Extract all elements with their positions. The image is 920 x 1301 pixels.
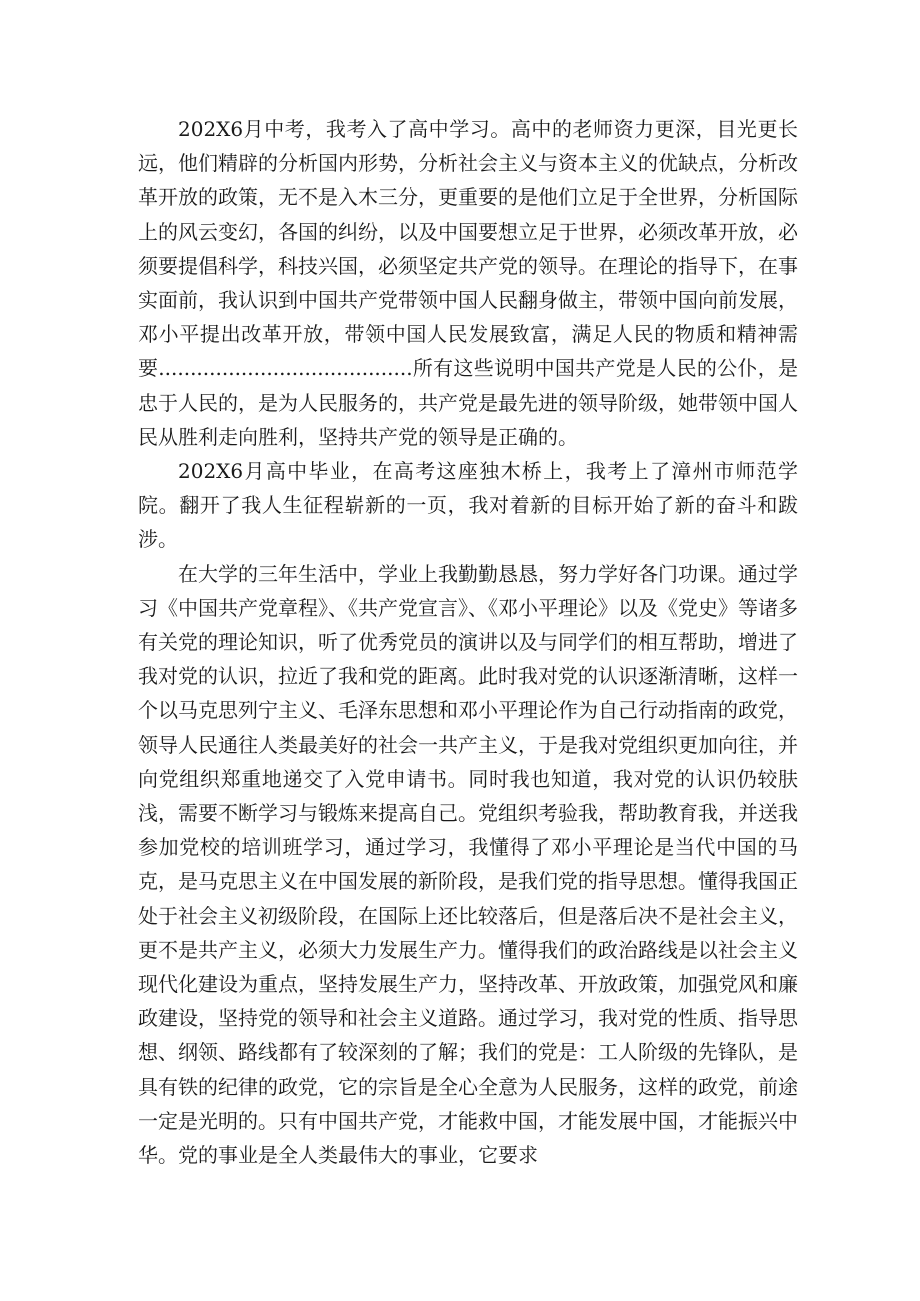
paragraph-high-school: 202X6月中考，我考入了高中学习。高中的老师资力更深，目光更长远，他们精辟的分析国内形势，分析社会主义与资本主义的优缺点，分析改革开放的政策，无不是入木三分，更重要的是他们立足于全世界，分析国际上的风云变幻，各国的纠纷，以及中国要想立足于世界，必须改革开放，必须要提倡科学，科技兴国，必须坚定共产党的领导。在理论的指导下，在事实面前，我认识到中国共产党带领中国人民翻身做主，带领中国向前发展，邓小平提出改革开放，带领中国人民发展致富，满足人民的物质和精神需要........................................所有这些说明中国共产党是人民的公仆，是忠于人民的，是为人民服务的，共产党是最先进的领导阶级，她带领中国人民从胜利走向胜利，坚持共产党的领导是正确的。 (138, 117, 798, 449)
document-body (138, 112, 798, 1172)
paragraph-university: 在大学的三年生活中，学业上我勤勤恳恳，努力学好各门功课。通过学习《中国共产党章程》、《共产党宣言》、《邓小平理论》以及《党史》等诸多有关党的理论知识，听了优秀党员的演讲以及与同学们的相互帮助，增进了我对党的认识，拉近了我和党的距离。此时我对党的认识逐渐清晰，这样一个以马克思列宁主义、毛泽东思想和邓小平理论作为自己行动指南的政党，领导人民通往人类最美好的社会一共产主义，于是我对党组织更加向往，并向党组织郑重地递交了入党申请书。同时我也知道，我对党的认识仍较肤浅，需要不断学习与锻炼来提高自己。党组织考验我，帮助教育我，并送我参加党校的培训班学习，通过学习，我懂得了邓小平理论是当代中国的马克，是马克思主义在中国发展的新阶段，是我们党的指导思想。懂得我国正处于社会主义初级阶段，在国际上还比较落后，但是落后决不是社会主义，更不是共产主义，必须大力发展生产力。懂得我们的政治路线是以社会主义现代化建设为重点，坚持发展生产力，坚持改革、开放政策，加强党风和廉政建设，坚持党的领导和社会主义道路。通过学习，我对党的性质、指导思想、纲领、路线都有了较深刻的了解；我们的党是：工人阶级的先锋队，是具有铁的纪律的政党，它的宗旨是全心全意为人民服务，这样的政党，前途一定是光明的。只有中国共产党，才能救中国，才能发展中国，才能振兴中华。党的事业是全人类最伟大的事业，它要求 (138, 561, 798, 1168)
paragraph-graduation: 202X6月高中毕业，在高考这座独木桥上，我考上了漳州市师范学院。翻开了我人生征程崭新的一页，我对着新的目标开始了新的奋斗和跋涉。 (138, 459, 798, 552)
